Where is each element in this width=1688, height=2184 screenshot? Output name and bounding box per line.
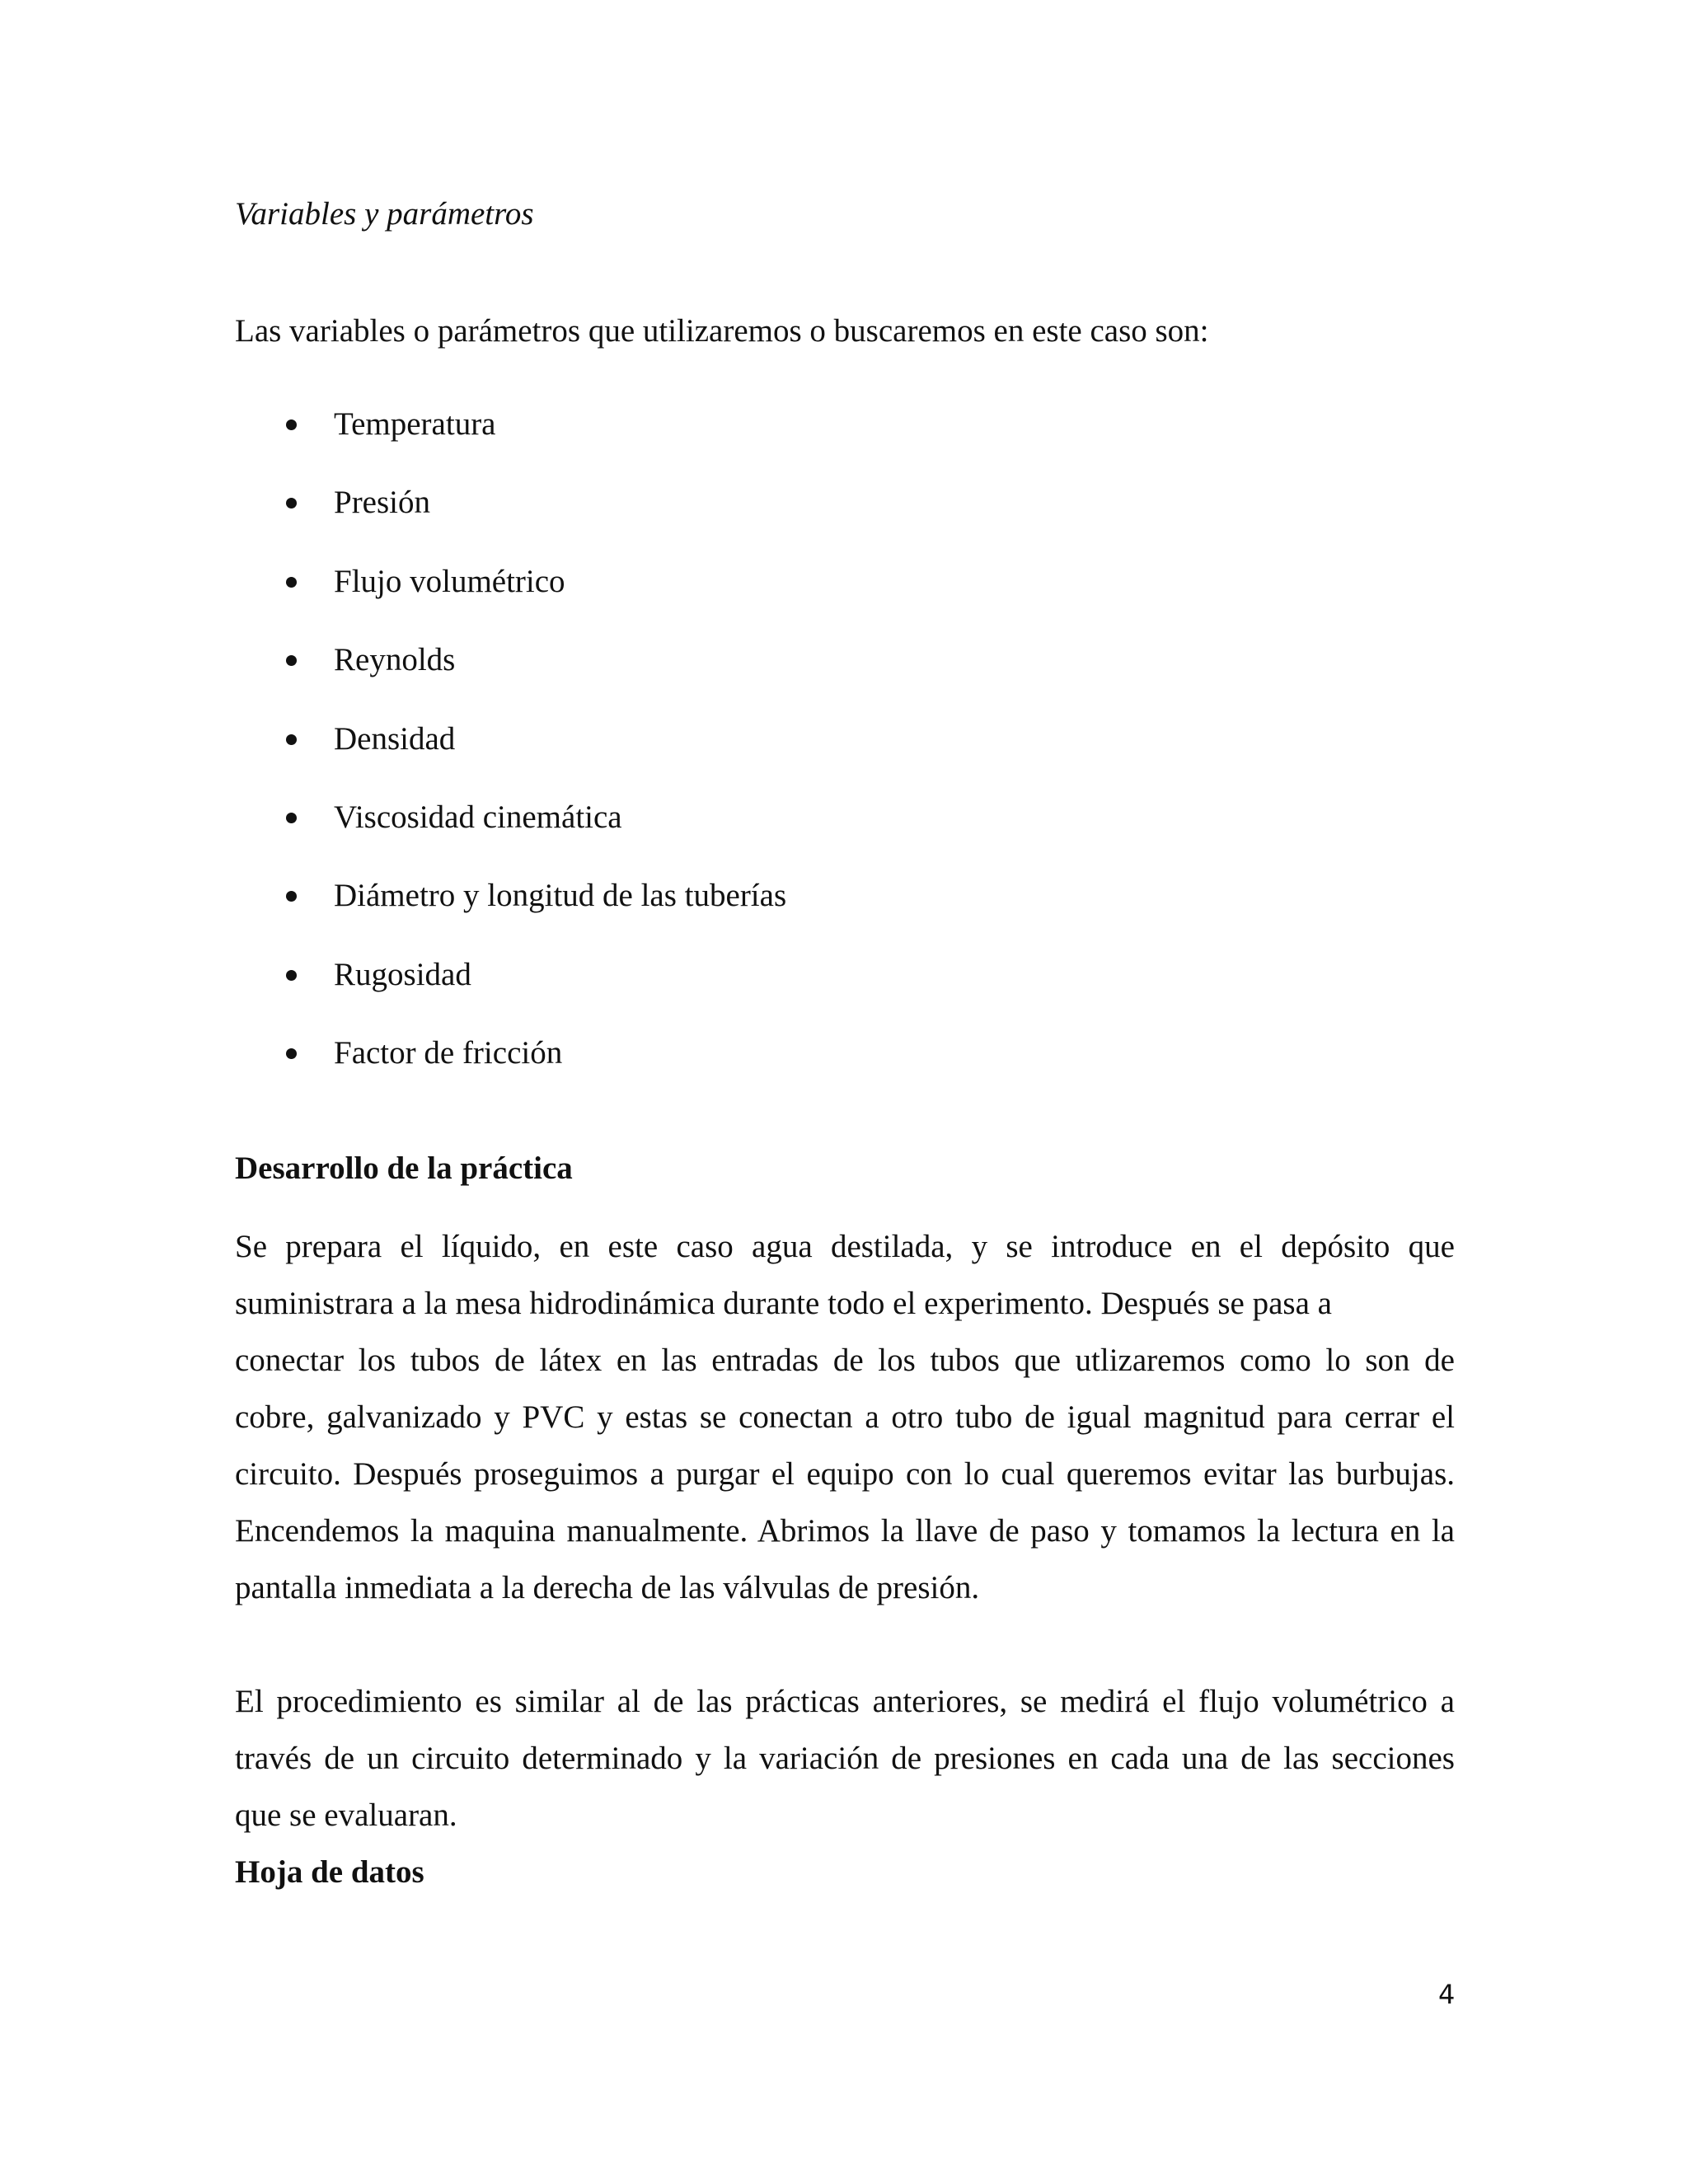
bullet-icon: [286, 655, 297, 666]
paragraph-line: que se evaluaran.: [235, 1797, 457, 1833]
paragraph-line: suministrara a la mesa hidrodinámica durante todo el experimento. Después se pasa a: [235, 1286, 1332, 1321]
paragraph-line: circuito. Después proseguimos a purgar el equipo con lo cual queremos evitar las burbujas.: [235, 1456, 1455, 1492]
development-heading: Desarrollo de la práctica: [235, 1151, 573, 1186]
section-subtitle: Variables y parámetros: [235, 196, 534, 232]
procedure-paragraph: [235, 1673, 1455, 1844]
list-item-text: Diámetro y longitud de las tuberías: [334, 878, 787, 914]
bullet-icon: [286, 734, 297, 745]
paragraph-line: pantalla inmediata a la derecha de las válvulas de presión.: [235, 1570, 980, 1605]
list-item-text: Rugosidad: [334, 956, 471, 992]
list-item-text: Viscosidad cinemática: [334, 799, 622, 835]
bullet-icon: [286, 1048, 297, 1059]
paragraph-line: conectar los tubos de látex en las entradas de los tubos que utlizaremos como lo son de: [235, 1343, 1455, 1378]
paragraph-line: cobre, galvanizado y PVC y estas se conectan a otro tubo de igual magnitud para cerrar el: [235, 1399, 1455, 1435]
intro-paragraph: Las variables o parámetros que utilizaremos o buscaremos en este caso son:: [235, 313, 1209, 349]
datasheet-heading: Hoja de datos: [235, 1854, 424, 1890]
paragraph-line: Se prepara el líquido, en este caso agua destilada, y se introduce en el depósito que: [235, 1229, 1455, 1264]
development-paragraph: [235, 1218, 1455, 1616]
list-item-text: Densidad: [334, 720, 456, 757]
list-item-text: Temperatura: [334, 406, 496, 442]
list-item-text: Flujo volumétrico: [334, 563, 565, 599]
bullet-icon: [286, 419, 297, 430]
list-item-text: Factor de fricción: [334, 1035, 563, 1071]
page-number: 4: [1438, 1979, 1456, 2010]
paragraph-line: El procedimiento es similar al de las prácticas anteriores, se medirá el flujo volumétrico a: [235, 1684, 1455, 1719]
list-item-text: Presión: [334, 485, 430, 521]
bullet-icon: [286, 970, 297, 981]
bullet-icon: [286, 813, 297, 823]
bullet-icon: [286, 577, 297, 588]
paragraph-line: través de un circuito determinado y la variación de presiones en cada una de las secciones: [235, 1741, 1455, 1776]
list-item-text: Reynolds: [334, 642, 456, 678]
paragraph-line: Encendemos la maquina manualmente. Abrimos la llave de paso y tomamos la lectura en la: [235, 1513, 1455, 1549]
bullet-icon: [286, 498, 297, 509]
bullet-icon: [286, 891, 297, 902]
